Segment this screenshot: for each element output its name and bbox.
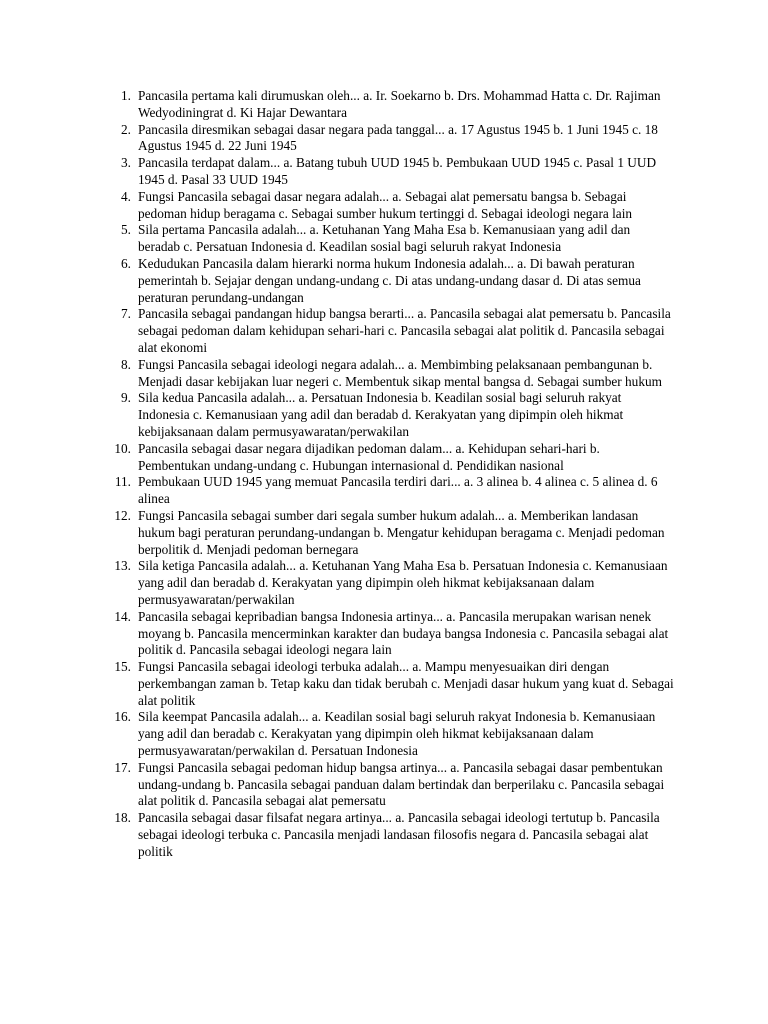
question-number: 16. — [114, 709, 131, 725]
question-number: 1. — [121, 88, 131, 103]
question-number: 6. — [121, 255, 131, 271]
question-item-11 — [114, 474, 674, 508]
question-text: Pancasila sebagai pandangan hidup bangsa berarti... a. Pancasila sebagai alat pemersatu b. Pancasila sebagai pedoman dalam kehidupan sehari-hari c. Pancasila sebagai alat politik d. Pancasila sebagai alat ekonomi — [138, 306, 671, 355]
question-number: 9. — [121, 390, 131, 406]
question-text: Sila pertama Pancasila adalah... a. Ketuhanan Yang Maha Esa b. Kemanusiaan yang adil dan beradab c. Persatuan Indonesia d. Keadilan sosial bagi seluruh rakyat Indonesia — [138, 222, 631, 255]
question-item-14 — [114, 608, 674, 659]
question-number: 14. — [114, 608, 131, 624]
question-text: Pembukaan UUD 1945 yang memuat Pancasila terdiri dari... a. 3 alinea b. 4 alinea c. 5 alinea d. 6 alinea — [138, 474, 658, 507]
question-number: 5. — [121, 222, 131, 238]
question-text: Fungsi Pancasila sebagai sumber dari segala sumber hukum adalah... a. Memberikan landasan hukum bagi peraturan perundang-undangan b. Mengatur kehidupan beragama c. Menjadi pedoman berpolitik d. Menjadi pedoman bernegara — [138, 507, 665, 557]
question-text: Pancasila sebagai dasar filsafat negara artinya... a. Pancasila sebagai ideologi tertutup b. Pancasila sebagai ideologi terbuka c. Pancasila menjadi landasan filosofis negara d. Pancasila sebagai alat politik — [138, 810, 660, 859]
question-number: 18. — [114, 810, 131, 826]
question-item-16 — [114, 709, 674, 759]
question-text: Sila ketiga Pancasila adalah... a. Ketuhanan Yang Maha Esa b. Persatuan Indonesia c. Kemanusiaan yang adil dan beradab d. Kerakyatan yang dipimpin oleh hikmat kebijaksanaan dalam permusyawaratan/perwakilan — [138, 558, 668, 607]
question-item-12 — [114, 507, 674, 558]
question-item-9 — [121, 390, 674, 440]
question-number: 15. — [114, 659, 131, 675]
question-text: Fungsi Pancasila sebagai pedoman hidup bangsa artinya... a. Pancasila sebagai dasar pembentukan undang-undang b. Pancasila sebagai panduan dalam bertindak dan berperilaku c. Pancasila sebagai alat politik d. Pancasila sebagai alat pemersatu — [138, 759, 665, 809]
question-text: Fungsi Pancasila sebagai ideologi negara adalah... a. Membimbing pelaksanaan pembangunan b. Menjadi dasar kebijakan luar negeri c. Membentuk sikap mental bangsa d. Sebagai sumber hukum — [138, 356, 662, 389]
question-text: Pancasila diresmikan sebagai dasar negara pada tanggal... a. 17 Agustus 1945 b. 1 Juni 1945 c. 18 Agustus 1945 d. 22 Juni 1945 — [138, 121, 658, 154]
question-text: Sila keempat Pancasila adalah... a. Keadilan sosial bagi seluruh rakyat Indonesia b. Kemanusiaan yang adil dan beradab c. Kerakyatan yang dipimpin oleh hikmat kebijaksanaan dalam permusyawaratan/perwakilan d. Persatuan Indonesia — [138, 709, 656, 759]
question-item-7 — [121, 306, 674, 356]
question-item-6 — [121, 255, 674, 306]
question-item-1 — [121, 88, 674, 122]
question-number: 2. — [121, 121, 131, 137]
question-number: 8. — [121, 356, 131, 372]
question-number: 13. — [114, 558, 131, 574]
question-item-8 — [121, 356, 674, 391]
question-number: 17. — [114, 759, 131, 775]
question-text: Fungsi Pancasila sebagai dasar negara adalah... a. Sebagai alat pemersatu bangsa b. Sebagai pedoman hidup beragama c. Sebagai sumber hukum tertinggi d. Sebagai ideologi negara lain — [138, 188, 633, 221]
question-item-15 — [114, 659, 674, 709]
question-item-17 — [114, 759, 674, 810]
question-number: 3. — [121, 155, 131, 171]
question-text: Sila kedua Pancasila adalah... a. Persatuan Indonesia b. Keadilan sosial bagi seluruh rakyat Indonesia c. Kemanusiaan yang adil dan beradab d. Kerakyatan yang dipimpin oleh hikmat kebijaksanaan dalam permusyawaratan/perwakilan — [138, 390, 624, 439]
question-number: 12. — [114, 507, 131, 523]
question-number: 10. — [114, 440, 131, 456]
question-text: Fungsi Pancasila sebagai ideologi terbuka adalah... a. Mampu menyesuaikan diri dengan perkembangan zaman b. Tetap kaku dan tidak berubah c. Menjadi dasar hukum yang kuat d. Sebagai alat politik — [138, 659, 674, 708]
question-item-18 — [114, 810, 674, 860]
question-list — [114, 88, 674, 861]
question-text: Pancasila pertama kali dirumuskan oleh... a. Ir. Soekarno b. Drs. Mohammad Hatta c. Dr. Rajiman Wedyodiningrat d. Ki Hajar Dewantara — [138, 88, 661, 120]
question-item-3 — [121, 155, 674, 189]
question-item-5 — [121, 222, 674, 256]
question-item-4 — [121, 188, 674, 223]
question-item-2 — [121, 121, 674, 156]
question-item-13 — [114, 558, 674, 608]
question-text: Pancasila sebagai dasar negara dijadikan pedoman dalam... a. Kehidupan sehari-hari b. Pembentukan undang-undang c. Hubungan internasional d. Pendidikan nasional — [138, 440, 600, 473]
question-text: Pancasila sebagai kepribadian bangsa Indonesia artinya... a. Pancasila merupakan warisan nenek moyang b. Pancasila mencerminkan karakter dan budaya bangsa Indonesia c. Pancasila sebagai alat politik d. Pancasila sebagai ideologi negara lain — [138, 608, 669, 658]
question-text: Pancasila terdapat dalam... a. Batang tubuh UUD 1945 b. Pembukaan UUD 1945 c. Pasal 1 UUD 1945 d. Pasal 33 UUD 1945 — [138, 155, 657, 187]
question-number: 4. — [121, 188, 131, 204]
question-number: 11. — [114, 474, 131, 490]
question-text: Kedudukan Pancasila dalam hierarki norma hukum Indonesia adalah... a. Di bawah peraturan pemerintah b. Sejajar dengan undang-undang c. Di atas undang-undang dasar d. Di atas semua peraturan perundang-undangan — [138, 255, 641, 305]
question-number: 7. — [121, 306, 131, 322]
question-item-10 — [114, 440, 674, 475]
